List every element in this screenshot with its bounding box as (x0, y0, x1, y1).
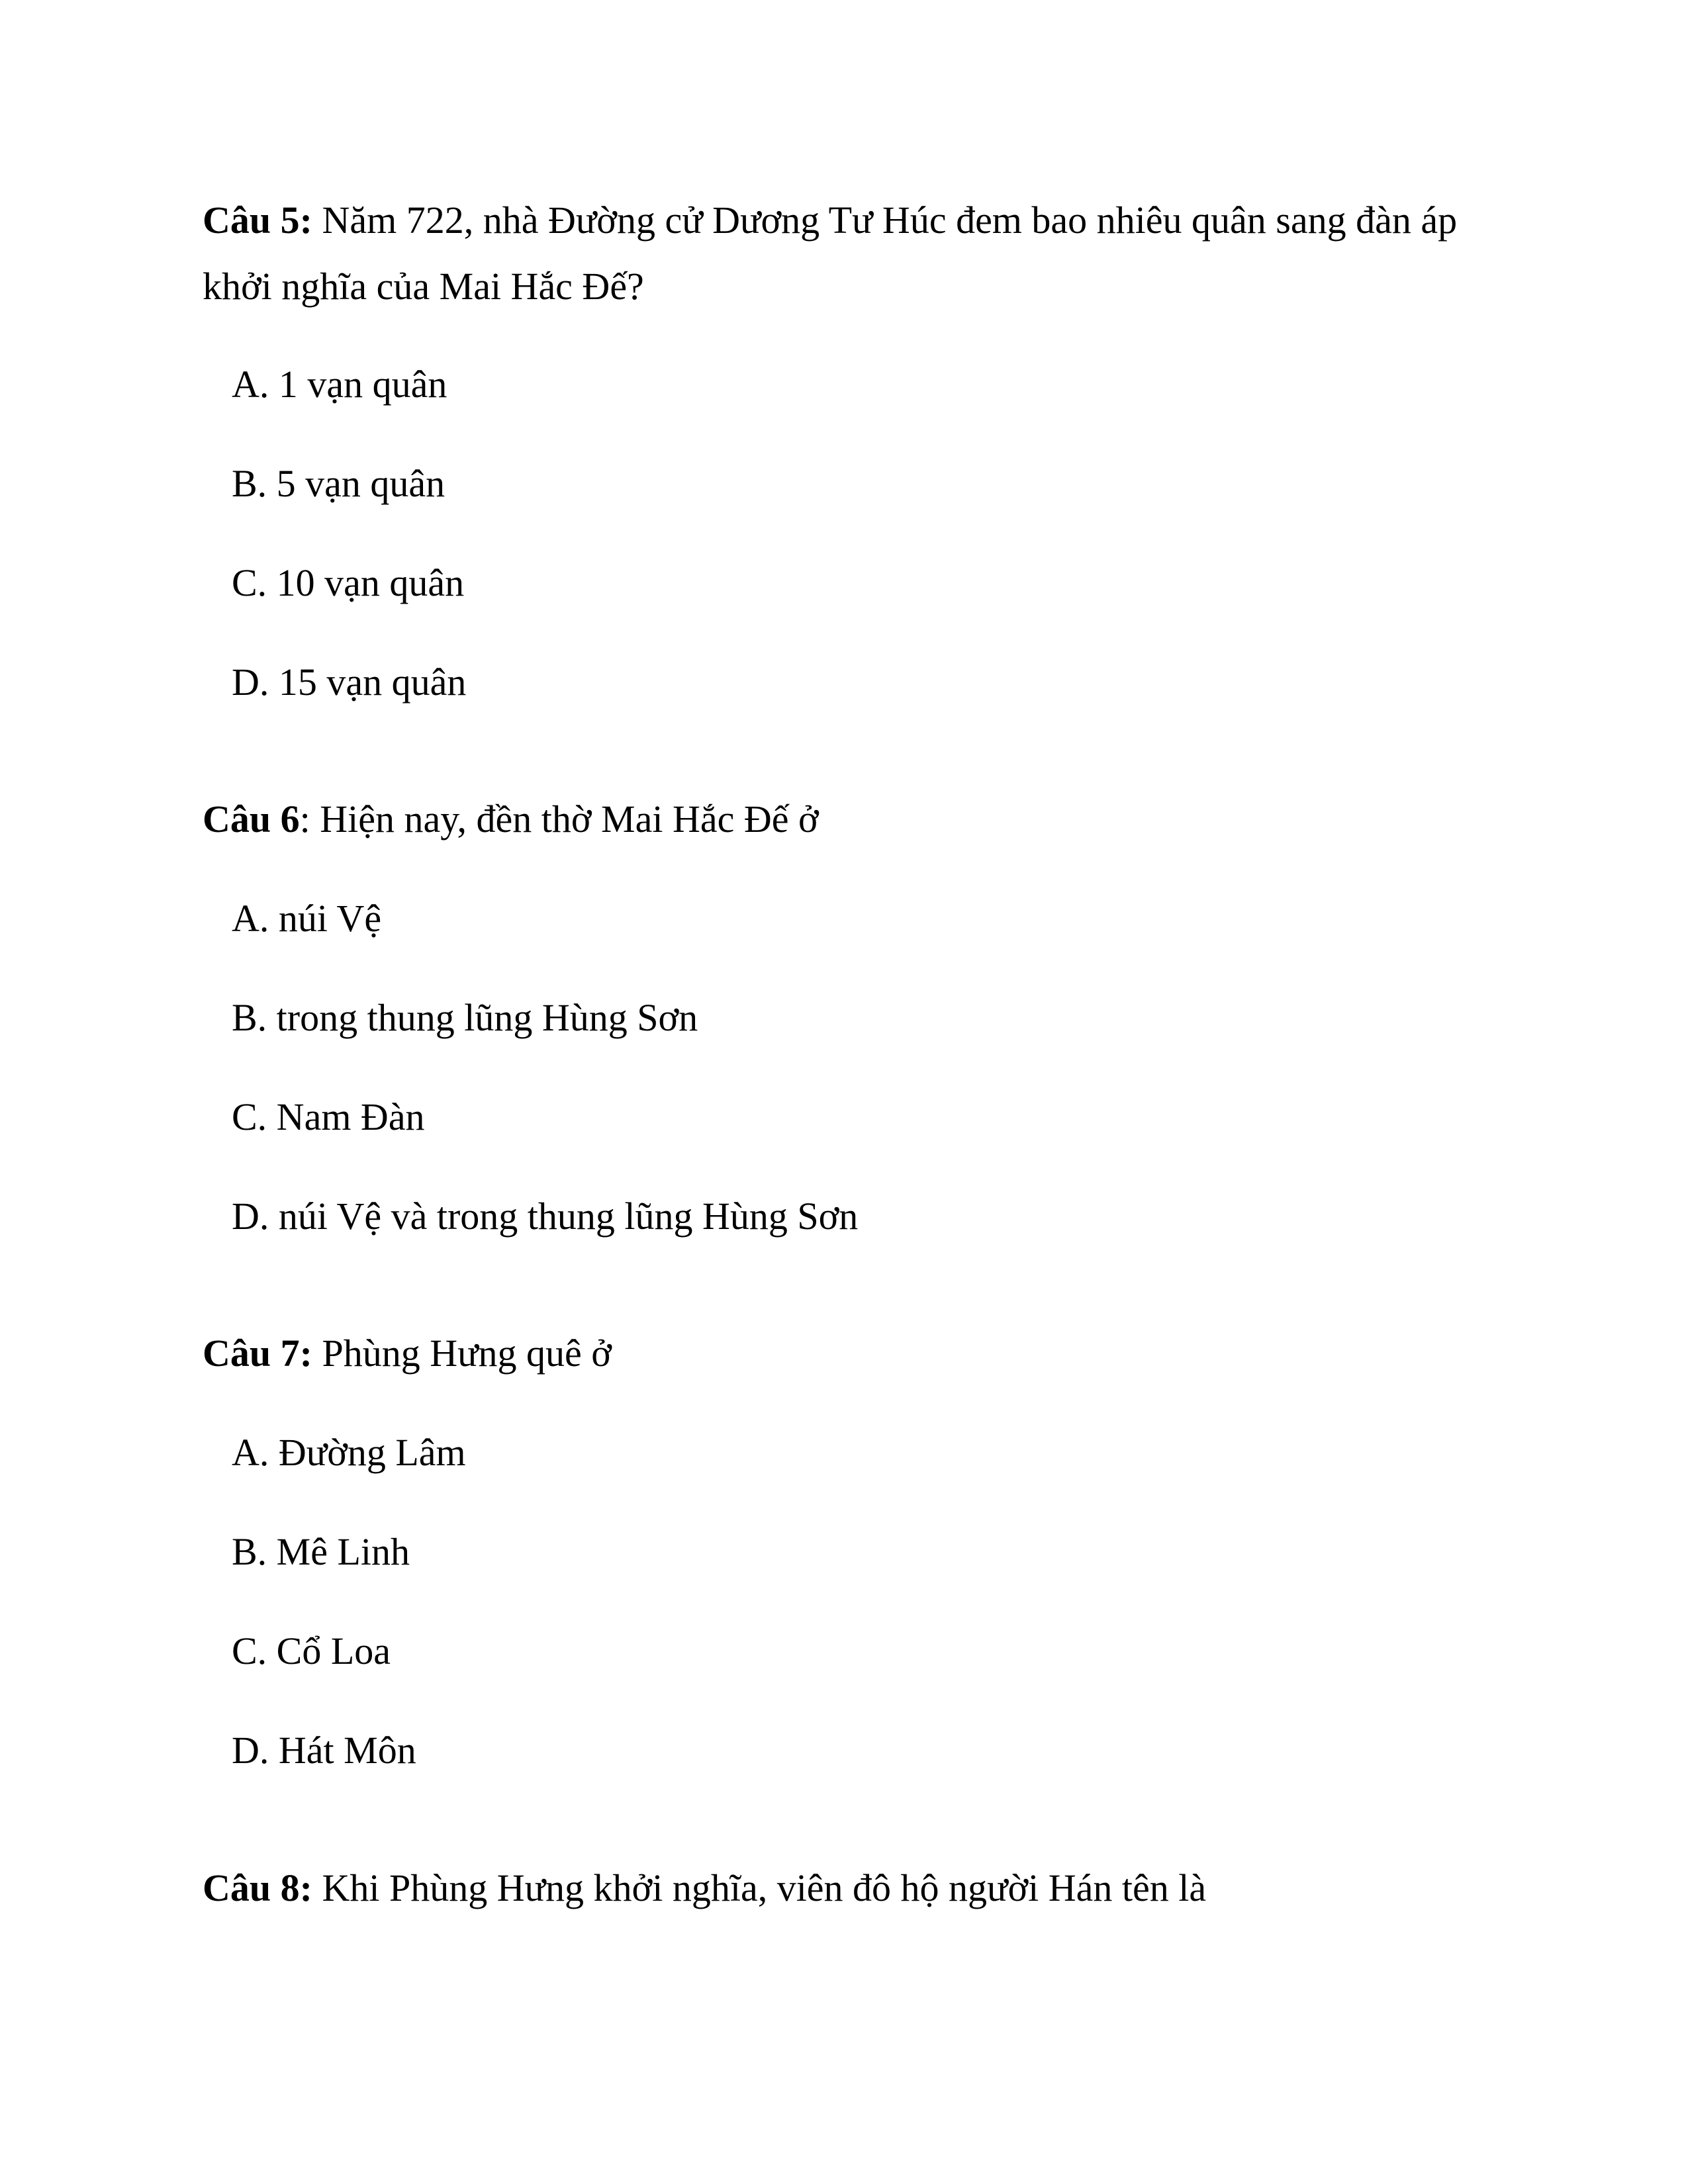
question-6-text: : Hiện nay, đền thờ Mai Hắc Đế ở (299, 797, 819, 841)
question-7-line-1 (203, 1330, 612, 1377)
question-6-option-a: A. núi Vệ (232, 897, 382, 940)
question-5-text: Năm 722, nhà Đường cử Dương Tư Húc đem bao nhiêu quân sang đàn áp (312, 199, 1458, 242)
question-5-option-c: C. 10 vạn quân (232, 561, 465, 604)
question-6-option-b: B. trong thung lũng Hùng Sơn (232, 996, 698, 1039)
question-8-line-1 (203, 1865, 1206, 1911)
question-6-option-d: D. núi Vệ và trong thung lũng Hùng Sơn (232, 1195, 859, 1238)
question-5-line-2: khởi nghĩa của Mai Hắc Đế? (203, 265, 644, 308)
question-5-option-a: A. 1 vạn quân (232, 363, 447, 406)
question-7-option-d: D. Hát Môn (232, 1729, 416, 1772)
question-8-text: Khi Phùng Hưng khởi nghĩa, viên đô hộ người Hán tên là (312, 1866, 1207, 1909)
question-7-option-b: B. Mê Linh (232, 1530, 410, 1573)
question-6-line-1 (203, 796, 819, 842)
question-5-label: Câu 5: (203, 199, 312, 242)
question-7-option-c: C. Cổ Loa (232, 1629, 391, 1672)
question-7-option-a: A. Đường Lâm (232, 1431, 466, 1474)
question-8-label: Câu 8: (203, 1866, 312, 1909)
question-6-label: Câu 6 (203, 797, 300, 841)
question-7-text: Phùng Hưng quê ở (312, 1332, 612, 1375)
question-5-option-b: B. 5 vạn quân (232, 462, 445, 505)
question-7-label: Câu 7: (203, 1332, 312, 1375)
question-5-option-d: D. 15 vạn quân (232, 660, 467, 704)
question-5-line-1 (203, 197, 1457, 244)
question-6-option-c: C. Nam Đàn (232, 1095, 425, 1138)
